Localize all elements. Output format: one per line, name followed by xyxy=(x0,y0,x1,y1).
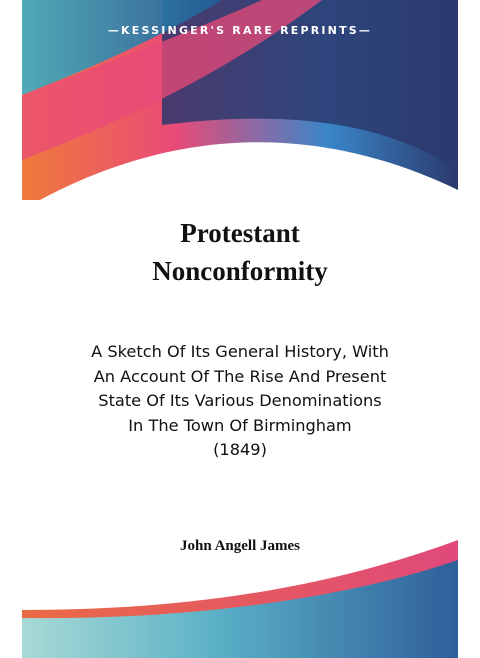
book-title xyxy=(22,214,458,290)
subtitle-year: (1849) xyxy=(213,440,267,459)
publisher-banner: —KESSINGER'S RARE REPRINTS— xyxy=(107,24,373,37)
cover-artwork xyxy=(22,0,458,658)
title-line: Protestant xyxy=(180,218,300,248)
subtitle-line: An Account Of The Rise And Present xyxy=(93,366,387,386)
subtitle-line: State Of Its Various Denominations xyxy=(98,391,382,410)
subtitle-line: A Sketch Of Its General History, With xyxy=(91,342,389,361)
book-subtitle xyxy=(22,340,458,463)
subtitle-line: In The Town Of Birmingham xyxy=(128,415,352,435)
book-author: John Angell James xyxy=(179,538,300,554)
title-line: Nonconformity xyxy=(152,256,328,286)
book-cover xyxy=(22,0,458,658)
